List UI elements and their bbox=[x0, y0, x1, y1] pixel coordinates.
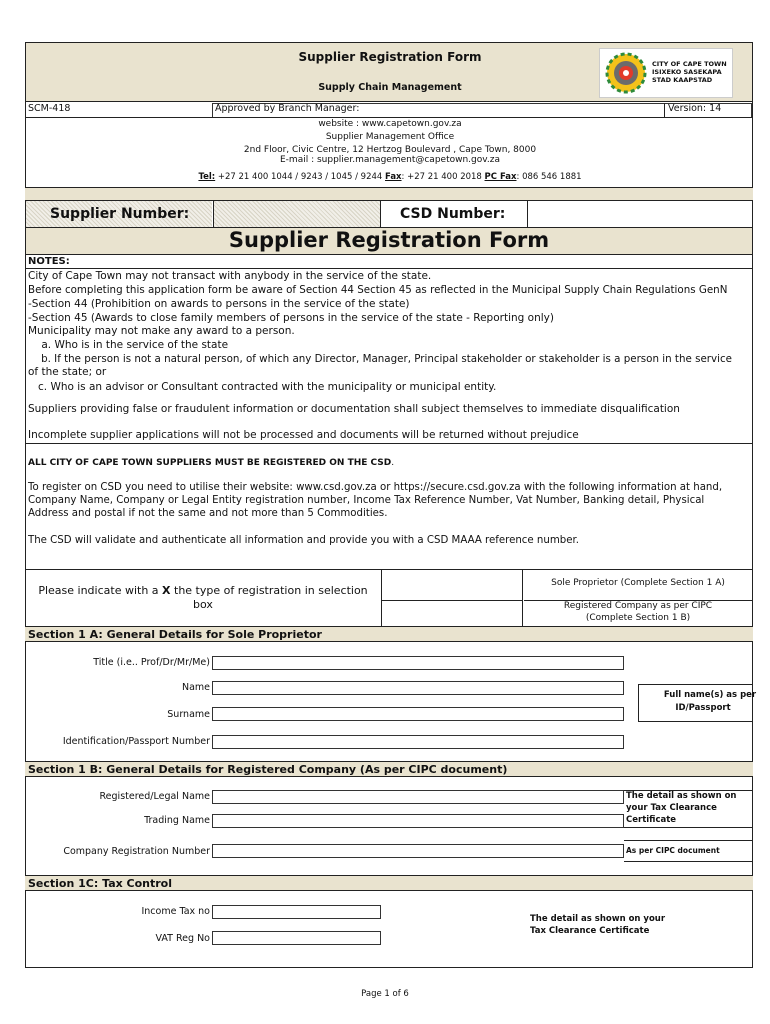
csd-para-line: Address and postal if not the same and not more than 5 Commodities. bbox=[28, 508, 388, 519]
note-line: a. Who is in the service of the state bbox=[28, 339, 229, 351]
tax-note-1b-line3: Certificate bbox=[626, 815, 677, 825]
cipc-note: As per CIPC document bbox=[626, 846, 720, 855]
surname-label: Surname bbox=[167, 709, 210, 720]
divider bbox=[25, 117, 753, 118]
divider bbox=[25, 443, 753, 444]
email: E-mail : supplier.management@capetown.gov.za bbox=[280, 155, 500, 165]
csd-number-label: CSD Number: bbox=[400, 206, 506, 222]
section-1a-header: Section 1 A: General Details for Sole Proprietor bbox=[25, 626, 753, 642]
prompt-pre: Please indicate with a bbox=[38, 584, 163, 597]
website: website : www.capetown.gov.za bbox=[318, 119, 462, 129]
pcfax-label: PC Fax bbox=[484, 172, 517, 182]
csd-para-line: Company Name, Company or Legal Entity registration number, Income Tax Reference Number, Vat Number, Banking detail, Physical bbox=[28, 495, 705, 506]
name-label: Name bbox=[181, 682, 210, 693]
trading-name-label: Trading Name bbox=[144, 815, 210, 826]
note-line: Before completing this application form be aware of Section 44 Section 45 as reflected in the Municipal Supply Chain Regulations GenN bbox=[28, 284, 728, 296]
section-1c-header: Section 1C: Tax Control bbox=[25, 875, 753, 891]
form-code: SCM-418 bbox=[28, 103, 71, 114]
note-line: -Section 45 (Awards to close family members of persons in the service of the state - Reporting only) bbox=[28, 312, 554, 324]
legal-name-input[interactable] bbox=[212, 790, 624, 804]
title-label: Title (i.e.. Prof/Dr/Mr/Me) bbox=[93, 657, 210, 668]
divider bbox=[25, 254, 753, 255]
divider bbox=[664, 103, 665, 117]
prompt-post: the type of registration in selection bbox=[170, 584, 368, 597]
selection-prompt-line2: box bbox=[193, 598, 213, 611]
vat-label: VAT Reg No bbox=[155, 933, 210, 944]
notes-heading: NOTES: bbox=[28, 256, 70, 267]
note-line: b. If the person is not a natural person, of which any Director, Manager, Principal stakeholder or stakeholder is a person in the service bbox=[28, 353, 732, 365]
csd-number-field[interactable] bbox=[527, 201, 752, 227]
false-info-note: Suppliers providing false or fraudulent information or documentation shall subject themselves to immediate disqualification bbox=[28, 403, 680, 415]
full-name-note-line1: Full name(s) as per bbox=[663, 690, 757, 700]
approved-by: Approved by Branch Manager: bbox=[215, 103, 360, 114]
title-input[interactable] bbox=[212, 656, 624, 670]
csd-para-line: To register on CSD you need to utilise their website: www.csd.gov.za or https://secure.csd.gov.za with the following information at hand, bbox=[28, 482, 723, 493]
id-input[interactable] bbox=[212, 735, 624, 749]
trading-name-input[interactable] bbox=[212, 814, 624, 828]
income-tax-input[interactable] bbox=[212, 905, 381, 919]
note-line: Municipality may not make any award to a person. bbox=[28, 325, 295, 337]
sole-proprietor-checkbox[interactable] bbox=[381, 570, 523, 600]
csd-validate: The CSD will validate and authenticate all information and provide you with a CSD MAAA reference number. bbox=[28, 535, 579, 546]
note-line: of the state; or bbox=[28, 366, 107, 378]
divider bbox=[25, 268, 753, 269]
version: Version: 14 bbox=[668, 103, 722, 114]
fax-value: : +27 21 400 2018 bbox=[401, 172, 485, 182]
fax-label: Fax bbox=[385, 172, 402, 182]
id-label: Identification/Passport Number bbox=[62, 736, 210, 747]
address: 2nd Floor, Civic Centre, 12 Hertzog Boulevard , Cape Town, 8000 bbox=[243, 145, 537, 155]
company-reg-label: Company Registration Number bbox=[63, 846, 210, 857]
csd-heading bbox=[28, 458, 394, 468]
main-title: Supplier Registration Form bbox=[228, 228, 550, 252]
tel-label: Tel: bbox=[198, 172, 216, 182]
tax-note-1c-line2: Tax Clearance Certificate bbox=[530, 926, 650, 936]
form-title: Supplier Registration Form bbox=[298, 50, 482, 64]
city-logo bbox=[599, 48, 733, 98]
name-input[interactable] bbox=[212, 681, 624, 695]
company-reg-input[interactable] bbox=[212, 844, 624, 858]
section-1b-header: Section 1 B: General Details for Registered Company (As per CIPC document) bbox=[25, 761, 753, 777]
full-name-note-line2: ID/Passport bbox=[675, 703, 731, 713]
logo-emblem-icon bbox=[604, 51, 648, 95]
option-company-line1: Registered Company as per CIPC bbox=[563, 601, 713, 611]
note-line: -Section 44 (Prohibition on awards to persons in the service of the state) bbox=[28, 298, 410, 310]
tax-note-1b-line1: The detail as shown on bbox=[626, 791, 737, 801]
tel-value: +27 21 400 1044 / 9243 / 1045 / 9244 bbox=[215, 172, 386, 182]
registered-company-checkbox[interactable] bbox=[381, 600, 523, 627]
note-line: c. Who is an advisor or Consultant contracted with the municipality or municipal entity. bbox=[28, 381, 497, 393]
prompt-x: X bbox=[162, 584, 171, 597]
tax-note-1c-line1: The detail as shown on your bbox=[530, 914, 666, 924]
incomplete-note: Incomplete supplier applications will not be processed and documents will be returned without prejudice bbox=[28, 429, 579, 441]
logo-line1: CITY OF CAPE TOWN bbox=[652, 60, 727, 68]
selection-prompt bbox=[26, 584, 380, 597]
pcfax-value: : 086 546 1881 bbox=[516, 172, 582, 182]
income-tax-label: Income Tax no bbox=[141, 906, 210, 917]
form-subtitle: Supply Chain Management bbox=[318, 82, 462, 93]
csd-heading-text: ALL CITY OF CAPE TOWN SUPPLIERS MUST BE REGISTERED ON THE CSD bbox=[28, 458, 392, 468]
logo-line2: ISIXEKO SASEKAPA bbox=[652, 68, 722, 76]
note-line: City of Cape Town may not transact with anybody in the service of the state. bbox=[28, 270, 432, 282]
phone-line bbox=[140, 172, 640, 182]
vat-input[interactable] bbox=[212, 931, 381, 945]
legal-name-label: Registered/Legal Name bbox=[99, 791, 210, 802]
divider bbox=[25, 101, 753, 102]
surname-input[interactable] bbox=[212, 707, 624, 721]
supplier-number-label: Supplier Number: bbox=[50, 206, 190, 222]
spacer-bar bbox=[25, 187, 753, 201]
option-sole-proprietor: Sole Proprietor (Complete Section 1 A) bbox=[551, 578, 725, 588]
tax-note-1b-line2: your Tax Clearance bbox=[626, 803, 717, 813]
csd-heading-end: . bbox=[391, 458, 395, 468]
office: Supplier Management Office bbox=[325, 132, 455, 142]
option-company-line2: (Complete Section 1 B) bbox=[585, 613, 691, 623]
supplier-number-field[interactable] bbox=[213, 201, 381, 227]
page-number: Page 1 of 6 bbox=[361, 989, 409, 999]
logo-line3: STAD KAAPSTAD bbox=[652, 76, 713, 84]
